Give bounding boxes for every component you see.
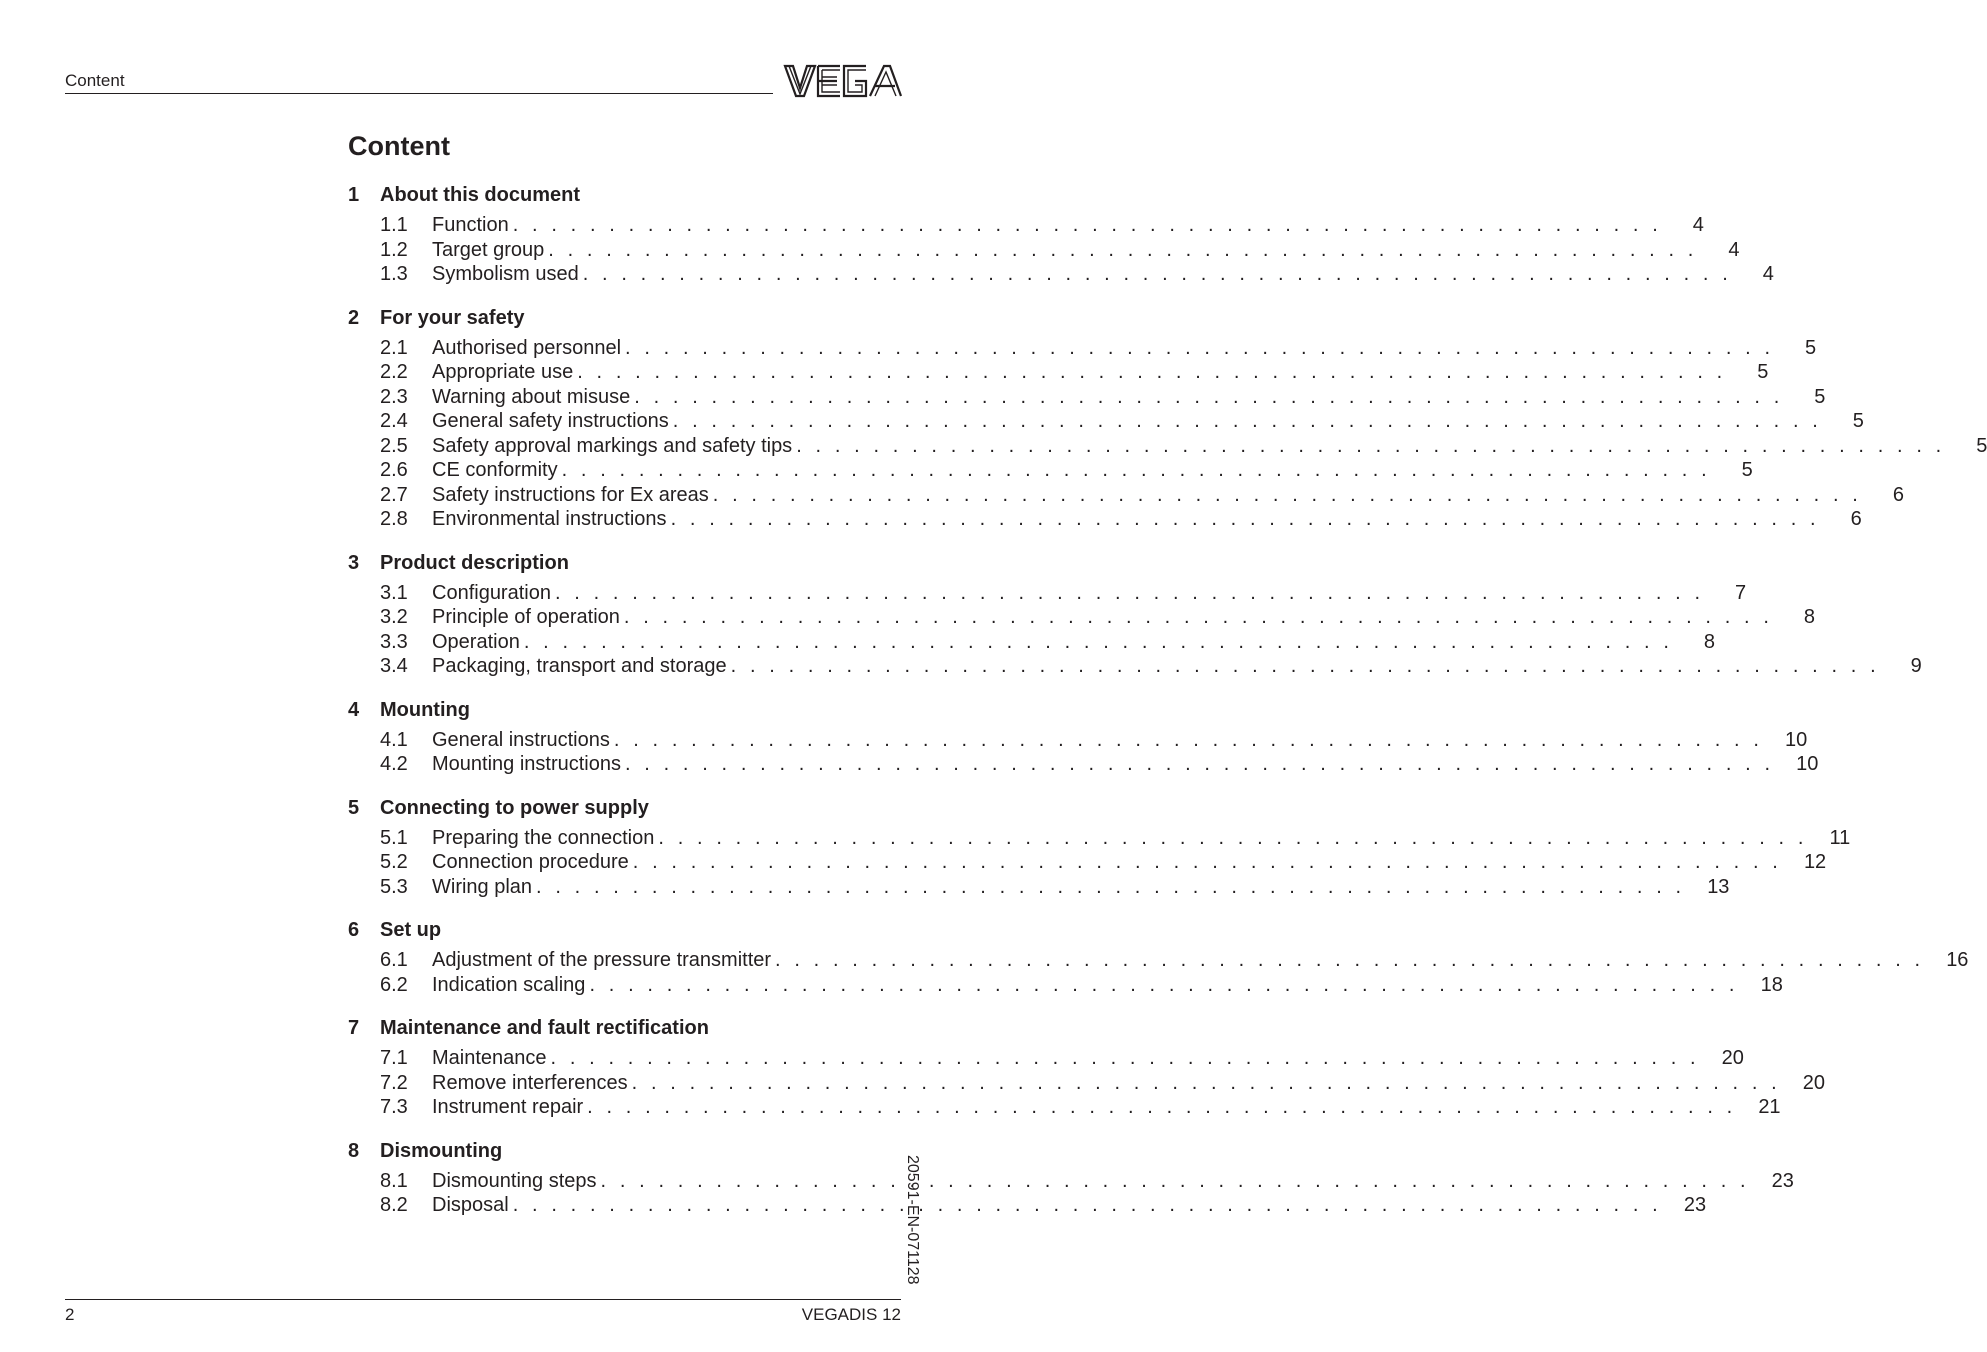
toc-section-title: Maintenance and fault rectification <box>380 1017 709 1039</box>
toc-section-number: 5 <box>348 796 360 819</box>
toc-entry-title: Mounting instructions <box>432 753 621 775</box>
toc-section-heading <box>348 1139 904 1163</box>
toc-dot-leader: . . . . . . . . . . . . . . . . . . . . . . . . . . . . . . . . . . . . . . . . . . . . . . . . . . . . . . . . . . . . <box>623 606 1774 628</box>
toc-entry-number: 1.2 <box>380 238 408 261</box>
toc-entry-page: 8 <box>1703 630 1715 653</box>
toc-entry-page: 4 <box>1728 238 1740 261</box>
toc-entry-title: Safety approval markings and safety tips <box>432 434 793 457</box>
toc-entry-title: General safety instructions <box>432 410 669 432</box>
toc-entry-title: Connection procedure <box>432 851 629 873</box>
toc-entry-page: 5 <box>1814 385 1826 408</box>
toc-dot-leader: . . . . . . . . . . . . . . . . . . . . . . . . . . . . . . . . . . . . . . . . . . . . . . . . . . . . . . . . . . . . <box>796 434 1946 457</box>
toc-section-title: Set up <box>380 919 442 941</box>
toc-entry-page: 5 <box>1805 336 1817 359</box>
toc-entry-title: Dismounting steps <box>432 1169 597 1192</box>
toc-entry-number: 5.3 <box>380 875 408 898</box>
toc-section-title: Mounting <box>380 698 470 721</box>
toc-entry-page: 5 <box>1976 434 1987 457</box>
toc-dot-leader: . . . . . . . . . . . . . . . . . . . . . . . . . . . . . . . . . . . . . . . . . . . . . . . . . . . . . . . . . . . . <box>730 655 1880 677</box>
toc-section-heading <box>348 1016 904 1040</box>
toc-entry-number: 1.1 <box>380 214 408 236</box>
toc-dot-leader: . . . . . . . . . . . . . . . . . . . . . . . . . . . . . . . . . . . . . . . . . . . . . . . . . . . . . . . . . . . . <box>631 1071 1781 1094</box>
toc-entry[interactable] <box>348 360 1769 385</box>
toc-sections <box>348 183 1987 1218</box>
toc-dot-leader: . . . . . . . . . . . . . . . . . . . . . . . . . . . . . . . . . . . . . . . . . . . . . . . . . . . . . . . . . . . . <box>587 1096 1737 1118</box>
toc-entry-title: Symbolism used <box>432 263 579 285</box>
toc-entry-title: Wiring plan <box>432 875 533 898</box>
toc-entry[interactable] <box>348 262 1774 287</box>
toc-section-title: For your safety <box>380 306 525 329</box>
toc-entry[interactable] <box>348 385 1826 410</box>
toc-entry[interactable] <box>348 409 1864 434</box>
toc-section-number: 6 <box>348 919 360 941</box>
toc-entry[interactable] <box>348 1169 1794 1194</box>
toc-entry[interactable] <box>348 1095 1781 1120</box>
toc-dot-leader: . . . . . . . . . . . . . . . . . . . . . . . . . . . . . . . . . . . . . . . . . . . . . . . . . . . . . . . . . . . . <box>554 581 1705 604</box>
toc-entry[interactable] <box>348 507 1862 532</box>
toc-entry-page: 10 <box>1785 728 1808 751</box>
toc-entry-title: Maintenance <box>432 1047 547 1069</box>
toc-entry-page: 21 <box>1758 1096 1781 1118</box>
toc-entry-title: Adjustment of the pressure transmitter <box>432 949 772 971</box>
footer-product-name: VEGADIS 12 <box>801 1305 901 1324</box>
toc-entry-title: Disposal <box>432 1194 509 1216</box>
toc-entry-title: Environmental instructions <box>432 508 667 530</box>
toc-entry[interactable] <box>348 581 1747 606</box>
toc-entry-number: 6.2 <box>380 973 408 996</box>
toc-entry-number: 2.4 <box>380 410 408 432</box>
toc-section-title: Product description <box>380 551 569 574</box>
toc-dot-leader: . . . . . . . . . . . . . . . . . . . . . . . . . . . . . . . . . . . . . . . . . . . . . . . . . . . . . . . . . . . . <box>624 753 1775 775</box>
toc-section-heading <box>348 551 904 575</box>
toc-entry-number: 6.1 <box>380 949 408 971</box>
toc-entry-number: 5.1 <box>380 826 408 849</box>
toc-entry-page: 6 <box>1850 508 1862 530</box>
toc-section-heading <box>348 796 904 820</box>
toc-entry-title: Authorised personnel <box>432 336 622 359</box>
toc-section-number: 2 <box>348 306 360 329</box>
toc-section-heading <box>348 306 904 330</box>
toc-entry[interactable] <box>348 1046 1744 1071</box>
toc-section-number: 8 <box>348 1139 360 1162</box>
toc-entry-number: 5.2 <box>380 851 408 873</box>
toc-section <box>348 1139 1794 1218</box>
toc-entry[interactable] <box>348 336 1817 361</box>
toc-entry-page: 10 <box>1796 753 1819 775</box>
toc-dot-leader: . . . . . . . . . . . . . . . . . . . . . . . . . . . . . . . . . . . . . . . . . . . . . . . . . . . . . . . . . . . . <box>561 459 1711 481</box>
toc-entry[interactable] <box>348 630 1715 655</box>
toc-entry-number: 4.1 <box>380 728 408 751</box>
toc-entry-number: 1.3 <box>380 263 408 285</box>
toc-entry[interactable] <box>348 875 1730 900</box>
toc-entry-number: 7.3 <box>380 1096 408 1118</box>
toc-dot-leader: . . . . . . . . . . . . . . . . . . . . . . . . . . . . . . . . . . . . . . . . . . . . . . . . . . . . . . . . . . . . <box>712 483 1862 506</box>
toc-dot-leader: . . . . . . . . . . . . . . . . . . . . . . . . . . . . . . . . . . . . . . . . . . . . . . . . . . . . . . . . . . . . <box>548 238 1698 261</box>
toc-entry-page: 12 <box>1803 851 1827 873</box>
toc-entry-title: CE conformity <box>432 459 558 481</box>
toc-entry-title: Function <box>432 214 509 236</box>
toc-section <box>348 796 1851 900</box>
toc-dot-leader: . . . . . . . . . . . . . . . . . . . . . . . . . . . . . . . . . . . . . . . . . . . . . . . . . . . . . . . . . . . . <box>577 361 1727 383</box>
toc-entry-title: Target group <box>432 238 545 261</box>
toc-section-number: 7 <box>348 1017 360 1039</box>
toc-section-title: About this document <box>380 184 580 206</box>
toc-dot-leader: . . . . . . . . . . . . . . . . . . . . . . . . . . . . . . . . . . . . . . . . . . . . . . . . . . . . . . . . . . . . <box>512 214 1662 236</box>
toc-title: Content <box>348 131 450 161</box>
toc-entry-page: 4 <box>1692 214 1704 236</box>
header-rule <box>65 93 773 94</box>
toc-entry[interactable] <box>348 826 1851 851</box>
toc-entry[interactable] <box>348 238 1740 263</box>
toc-entry-number: 8.1 <box>380 1169 408 1192</box>
toc-entry-number: 4.2 <box>380 753 408 775</box>
toc-entry-title: Operation <box>432 630 520 653</box>
toc-dot-leader: . . . . . . . . . . . . . . . . . . . . . . . . . . . . . . . . . . . . . . . . . . . . . . . . . . . . . . . . . . . . <box>550 1047 1700 1069</box>
toc-section-number: 3 <box>348 551 360 574</box>
toc-entry[interactable] <box>348 728 1808 753</box>
toc-entry-page: 6 <box>1892 483 1904 506</box>
toc-section-heading <box>348 183 904 207</box>
toc-entry-page: 5 <box>1757 361 1769 383</box>
toc-entry-number: 8.2 <box>380 1194 408 1216</box>
toc-entry-page: 9 <box>1910 655 1922 677</box>
toc-dot-leader: . . . . . . . . . . . . . . . . . . . . . . . . . . . . . . . . . . . . . . . . . . . . . . . . . . . . . . . . . . . . <box>512 1194 1662 1216</box>
toc-entry-page: 8 <box>1803 606 1816 628</box>
toc-entry-page: 20 <box>1721 1047 1744 1069</box>
toc-entry-title: Warning about misuse <box>432 385 631 408</box>
toc-entry-page: 13 <box>1707 875 1730 898</box>
toc-entry-title: Appropriate use <box>432 361 574 383</box>
header-label: Content <box>65 71 125 90</box>
toc-entry[interactable] <box>348 483 1904 508</box>
toc-entry-number: 2.1 <box>380 336 408 359</box>
toc-entry[interactable] <box>348 1071 1826 1096</box>
toc-entry-number: 2.5 <box>380 434 408 457</box>
toc-entry-page: 23 <box>1771 1169 1794 1192</box>
toc-entry-number: 2.8 <box>380 508 408 530</box>
toc-section <box>348 918 1969 997</box>
toc-entry[interactable] <box>348 973 1783 998</box>
toc-entry-title: Configuration <box>432 581 551 604</box>
toc-section-heading <box>348 918 904 942</box>
toc-entry[interactable] <box>348 1193 1707 1218</box>
toc-entry-page: 18 <box>1760 973 1783 996</box>
toc-dot-leader: . . . . . . . . . . . . . . . . . . . . . . . . . . . . . . . . . . . . . . . . . . . . . . . . . . . . . . . . . . . . <box>775 949 1925 971</box>
toc-entry-title: Packaging, transport and storage <box>432 655 727 677</box>
toc-section-number: 4 <box>348 698 360 721</box>
toc-section <box>348 183 1774 287</box>
toc-entry-number: 2.7 <box>380 483 408 506</box>
toc-dot-leader: . . . . . . . . . . . . . . . . . . . . . . . . . . . . . . . . . . . . . . . . . . . . . . . . . . . . . . . . . . . . <box>536 875 1686 898</box>
toc-entry-number: 3.2 <box>380 606 408 628</box>
toc-dot-leader: . . . . . . . . . . . . . . . . . . . . . . . . . . . . . . . . . . . . . . . . . . . . . . . . . . . . . . . . . . . . <box>625 336 1775 359</box>
toc-entry-page: 16 <box>1946 949 1969 971</box>
toc-entry-number: 2.6 <box>380 459 408 481</box>
toc-entry-title: Principle of operation <box>432 606 620 628</box>
toc-section <box>348 551 1922 679</box>
toc-entry-number: 3.4 <box>380 655 408 677</box>
toc-section-heading <box>348 698 904 722</box>
toc-entry-title: Instrument repair <box>432 1096 584 1118</box>
toc-dot-leader: . . . . . . . . . . . . . . . . . . . . . . . . . . . . . . . . . . . . . . . . . . . . . . . . . . . . . . . . . . . . <box>670 508 1820 530</box>
toc-section-title: Connecting to power supply <box>380 796 649 819</box>
toc-entry-title: General instructions <box>432 728 610 751</box>
toc-entry-page: 5 <box>1741 459 1753 481</box>
toc-dot-leader: . . . . . . . . . . . . . . . . . . . . . . . . . . . . . . . . . . . . . . . . . . . . . . . . . . . . . . . . . . . . <box>634 385 1784 408</box>
footer-rule <box>65 1299 901 1300</box>
toc-dot-leader: . . . . . . . . . . . . . . . . . . . . . . . . . . . . . . . . . . . . . . . . . . . . . . . . . . . . . . . . . . . . <box>613 728 1764 751</box>
toc-entry-title: Preparing the connection <box>432 826 655 849</box>
toc-entry-page: 5 <box>1852 410 1864 432</box>
toc-section-title: Dismounting <box>380 1139 503 1162</box>
toc-entry-page: 23 <box>1683 1194 1707 1216</box>
toc-section <box>348 1016 1826 1120</box>
document-code: 20591-EN-071128 <box>904 1155 921 1285</box>
toc-entry-number: 3.3 <box>380 630 408 653</box>
toc-entry[interactable] <box>348 752 1819 777</box>
toc-dot-leader: . . . . . . . . . . . . . . . . . . . . . . . . . . . . . . . . . . . . . . . . . . . . . . . . . . . . . . . . . . . . <box>523 630 1673 653</box>
toc-entry-title: Indication scaling <box>432 973 586 996</box>
toc-entry-title: Remove interferences <box>432 1071 628 1094</box>
toc-entry[interactable] <box>348 605 1816 630</box>
toc-entry-title: Safety instructions for Ex areas <box>432 483 709 506</box>
toc-entry[interactable] <box>348 458 1753 483</box>
toc-entry-number: 2.2 <box>380 361 408 383</box>
toc-entry[interactable] <box>348 850 1827 875</box>
toc-section-number: 1 <box>348 184 360 206</box>
toc-entry[interactable] <box>348 434 1987 459</box>
toc-dot-leader: . . . . . . . . . . . . . . . . . . . . . . . . . . . . . . . . . . . . . . . . . . . . . . . . . . . . . . . . . . . . <box>632 851 1782 873</box>
toc-entry[interactable] <box>348 213 1704 238</box>
toc-entry[interactable] <box>348 948 1969 973</box>
toc-entry-number: 7.2 <box>380 1071 408 1094</box>
toc-entry[interactable] <box>348 654 1922 679</box>
toc-entry-page: 4 <box>1762 263 1774 285</box>
footer-page-number: 2 <box>65 1305 75 1324</box>
toc-entry-page: 20 <box>1802 1071 1826 1094</box>
toc-dot-leader: . . . . . . . . . . . . . . . . . . . . . . . . . . . . . . . . . . . . . . . . . . . . . . . . . . . . . . . . . . . . <box>582 263 1732 285</box>
vega-logo <box>784 64 902 98</box>
toc-section <box>348 698 1819 777</box>
toc-dot-leader: . . . . . . . . . . . . . . . . . . . . . . . . . . . . . . . . . . . . . . . . . . . . . . . . . . . . . . . . . . . . <box>658 826 1808 849</box>
toc-entry-number: 2.3 <box>380 385 408 408</box>
toc-section <box>348 306 1987 532</box>
toc-entry-page: 7 <box>1734 581 1747 604</box>
toc-entry-number: 7.1 <box>380 1047 408 1069</box>
toc-entry-page: 11 <box>1829 826 1851 849</box>
toc-dot-leader: . . . . . . . . . . . . . . . . . . . . . . . . . . . . . . . . . . . . . . . . . . . . . . . . . . . . . . . . . . . . <box>589 973 1739 996</box>
toc-entry-number: 3.1 <box>380 581 408 604</box>
toc-dot-leader: . . . . . . . . . . . . . . . . . . . . . . . . . . . . . . . . . . . . . . . . . . . . . . . . . . . . . . . . . . . . <box>600 1169 1750 1192</box>
toc-dot-leader: . . . . . . . . . . . . . . . . . . . . . . . . . . . . . . . . . . . . . . . . . . . . . . . . . . . . . . . . . . . . <box>672 410 1822 432</box>
